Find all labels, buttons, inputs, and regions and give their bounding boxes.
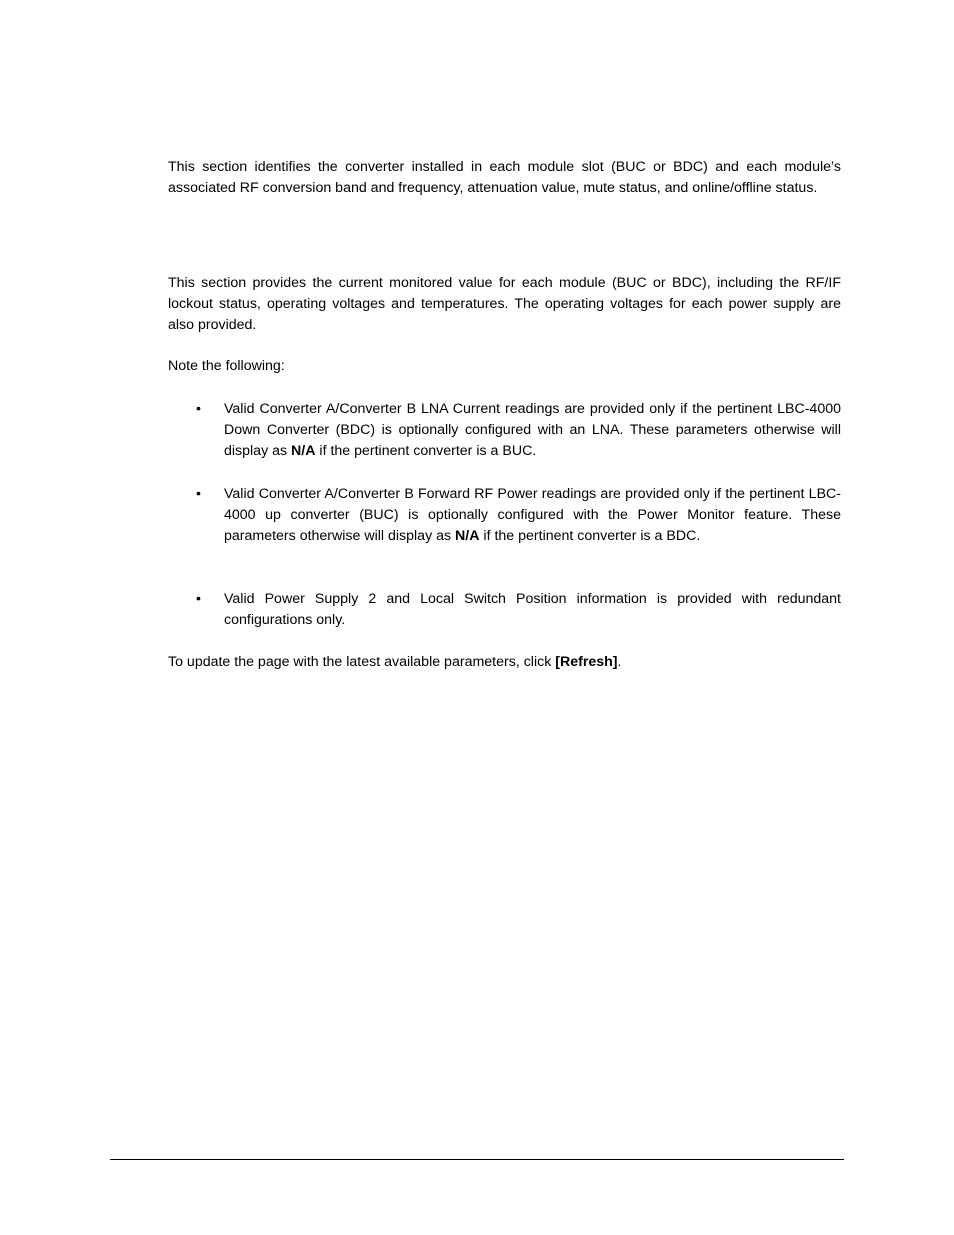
na-label: N/A (455, 528, 480, 544)
section2-paragraph: This section provides the current monitored value for each module (BUC or BDC), including the RF/IF lockout status, operating voltages and temperatures. The operating voltages for each power supply are also provided. (168, 275, 841, 333)
bullet-icon: • (196, 486, 201, 502)
section1-paragraph: This section identifies the converter installed in each module slot (BUC or BDC) and each module’s associated RF conversion band and frequency, attenuation value, mute status, and online/offline status. (168, 159, 841, 196)
bullet-text: Valid Converter A/Converter B LNA Current readings are provided only if the pertinent LBC-4000 Down Converter (BDC) is optionally configured with an LNA. These parameters otherwise will display as N/A if the pertinent converter is a BUC. (224, 401, 841, 459)
na-label: N/A (291, 443, 316, 459)
bullet-icon: • (196, 401, 201, 417)
note-intro: Note the following: (168, 358, 285, 374)
refresh-label: [Refresh] (555, 654, 618, 670)
bullet-text: Valid Converter A/Converter B Forward RF Power readings are provided only if the pertinent LBC-4000 up converter (BUC) is optionally configured with the Power Monitor feature. These parameters otherwise will display as N/A if the pertinent converter is a BDC. (224, 486, 841, 544)
footer-divider (110, 1159, 844, 1160)
update-instruction: To update the page with the latest available parameters, click [Refresh]. (168, 654, 622, 670)
bullet-icon: • (196, 591, 201, 607)
bullet-text: Valid Power Supply 2 and Local Switch Position information is provided with redundant configurations only. (224, 591, 841, 628)
